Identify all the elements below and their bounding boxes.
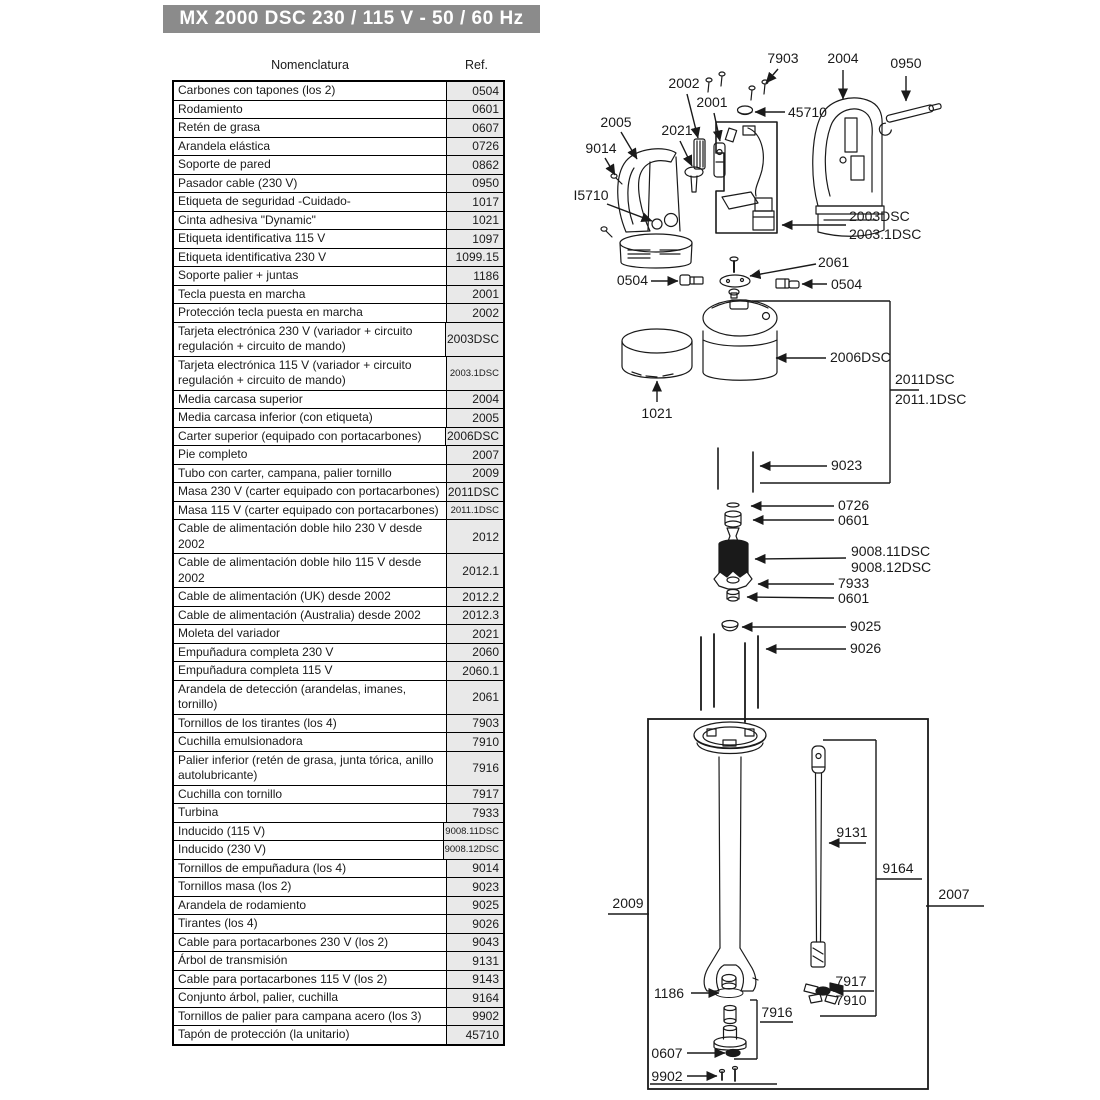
part-ref-cell: 1017 bbox=[447, 193, 503, 211]
part-ref-cell: 1097 bbox=[447, 230, 503, 248]
part-ref-cell: 0607 bbox=[447, 119, 503, 137]
annotation-box bbox=[648, 719, 928, 1089]
part-name-cell: Rodamiento bbox=[174, 101, 447, 119]
part-callout: 2021 bbox=[661, 122, 693, 138]
part-callout: 9008.12DSC bbox=[851, 559, 932, 575]
part-ref-cell: 9143 bbox=[447, 971, 503, 989]
part-ref-cell: 7903 bbox=[447, 715, 503, 733]
key-protection-sketch bbox=[694, 139, 705, 169]
part-callout: 9023 bbox=[831, 457, 863, 473]
palier-screws-sketch bbox=[720, 1067, 738, 1082]
part-callout: 9025 bbox=[850, 618, 882, 634]
part-ref-cell: 2060.1 bbox=[447, 662, 503, 680]
part-callout: 1021 bbox=[641, 405, 673, 421]
part-callout: 0607 bbox=[651, 1045, 683, 1061]
part-name-cell: Cinta adhesiva "Dynamic" bbox=[174, 212, 447, 230]
lower-casing-sketch bbox=[618, 149, 692, 268]
part-callout: 7916 bbox=[761, 1004, 793, 1020]
part-callout: 9026 bbox=[850, 640, 882, 656]
part-ref-cell: 0601 bbox=[447, 101, 503, 119]
part-callout: 7903 bbox=[767, 50, 799, 66]
part-name-cell: Carbones con tapones (los 2) bbox=[174, 82, 447, 100]
part-ref-cell: 2060 bbox=[447, 644, 503, 662]
part-name-cell: Media carcasa inferior (con etiqueta) bbox=[174, 409, 447, 427]
part-name-cell: Turbina bbox=[174, 804, 447, 822]
part-ref-cell: 9023 bbox=[447, 878, 503, 896]
part-name-cell: Palier inferior (retén de grasa, junta tórica, anillo autolubricante) bbox=[174, 752, 447, 785]
part-callout: 7933 bbox=[838, 575, 870, 591]
carbon-brush-left-sketch bbox=[680, 275, 703, 285]
part-callout: 2002 bbox=[668, 75, 700, 91]
part-ref-cell: 9902 bbox=[447, 1008, 503, 1026]
part-name-cell: Tornillos masa (los 2) bbox=[174, 878, 447, 896]
part-callout: 7917 bbox=[835, 973, 867, 989]
part-name-cell: Tornillos de palier para campana acero (los 3) bbox=[174, 1008, 447, 1026]
upper-carter-sketch bbox=[703, 300, 777, 380]
page-title: MX 2000 DSC 230 / 115 V - 50 / 60 Hz bbox=[179, 8, 524, 29]
part-ref-cell: 0950 bbox=[447, 175, 503, 193]
carbon-brush-right-sketch bbox=[776, 279, 799, 288]
part-name-cell: Masa 115 V (carter equipado con portacarbones) bbox=[174, 502, 447, 520]
part-name-cell: Empuñadura completa 115 V bbox=[174, 662, 447, 680]
part-name-cell: Etiqueta identificativa 230 V bbox=[174, 249, 447, 267]
part-name-cell: Arandela elástica bbox=[174, 138, 447, 156]
part-callout: 2003DSC bbox=[849, 208, 910, 224]
part-name-cell: Conjunto árbol, palier, cuchilla bbox=[174, 989, 447, 1007]
upper-bearing-sketch bbox=[725, 511, 741, 527]
part-ref-cell: 2002 bbox=[447, 304, 503, 322]
callout-arrow bbox=[607, 204, 652, 221]
electronics-box-sketch bbox=[716, 122, 777, 233]
part-ref-cell: 9014 bbox=[447, 860, 503, 878]
callout-arrow bbox=[714, 113, 720, 141]
part-name-cell: Carter superior (equipado con portacarbones) bbox=[174, 428, 446, 446]
cable-pin-sketch bbox=[876, 102, 944, 136]
part-name-cell: Retén de grasa bbox=[174, 119, 447, 137]
part-ref-cell: 2007 bbox=[447, 446, 503, 464]
part-ref-cell: 2021 bbox=[447, 625, 503, 643]
elastic-washer-sketch bbox=[727, 503, 739, 507]
part-callout: 9131 bbox=[836, 824, 868, 840]
callout-arrow bbox=[747, 597, 834, 598]
part-name-cell: Soporte de pared bbox=[174, 156, 447, 174]
mass-screws-sketch bbox=[718, 448, 753, 492]
part-name-cell: Árbol de transmisión bbox=[174, 952, 447, 970]
part-name-cell: Etiqueta de seguridad -Cuidado- bbox=[174, 193, 447, 211]
part-ref-cell: 2003DSC bbox=[446, 323, 503, 356]
part-callout: 0950 bbox=[890, 55, 922, 71]
part-name-cell: Cable de alimentación doble hilo 230 V desde 2002 bbox=[174, 520, 447, 553]
part-callout: 2001 bbox=[696, 94, 728, 110]
part-ref-cell: 7933 bbox=[447, 804, 503, 822]
part-ref-cell: 0726 bbox=[447, 138, 503, 156]
part-callout: 1186 bbox=[653, 985, 685, 1001]
part-name-cell: Etiqueta identificativa 115 V bbox=[174, 230, 447, 248]
part-ref-cell: 7916 bbox=[447, 752, 503, 785]
lower-bearing-sketch bbox=[727, 590, 739, 602]
part-ref-cell: 7910 bbox=[447, 733, 503, 751]
part-ref-cell: 2004 bbox=[447, 391, 503, 409]
part-ref-cell: 2061 bbox=[447, 681, 503, 714]
part-ref-cell: 2012.3 bbox=[447, 607, 503, 625]
part-name-cell: Pie completo bbox=[174, 446, 447, 464]
drive-shaft-sketch bbox=[811, 746, 825, 967]
part-ref-cell: 2006DSC bbox=[446, 428, 503, 446]
part-callout: 7910 bbox=[835, 992, 867, 1008]
part-name-cell: Soporte palier + juntas bbox=[174, 267, 447, 285]
part-name-cell: Tornillos de empuñadura (los 4) bbox=[174, 860, 447, 878]
part-name-cell: Arandela de detección (arandelas, imanes, tornillo) bbox=[174, 681, 447, 714]
callout-arrow bbox=[750, 264, 816, 276]
part-name-cell: Cable de alimentación doble hilo 115 V desde 2002 bbox=[174, 554, 447, 587]
bearing-washer-sketch bbox=[722, 621, 738, 631]
part-callout: I5710 bbox=[573, 187, 609, 203]
part-callout: 9902 bbox=[651, 1068, 683, 1084]
part-ref-cell: 1186 bbox=[447, 267, 503, 285]
part-name-cell: Masa 230 V (carter equipado con portacarbones) bbox=[174, 483, 447, 501]
part-ref-cell: 2003.1DSC bbox=[447, 357, 503, 390]
protection-plug-sketch bbox=[738, 106, 753, 115]
part-callout: 0504 bbox=[831, 276, 863, 292]
callout-arrow bbox=[680, 141, 692, 166]
part-callout: 2003.1DSC bbox=[849, 226, 922, 242]
part-name-cell: Arandela de rodamiento bbox=[174, 897, 447, 915]
detection-washer-sketch bbox=[720, 257, 750, 298]
part-callout: 2004 bbox=[827, 50, 859, 66]
part-name-cell: Cuchilla con tornillo bbox=[174, 786, 447, 804]
part-ref-cell: 0504 bbox=[447, 82, 503, 100]
turbine-sketch bbox=[714, 571, 752, 589]
callout-arrow bbox=[755, 558, 846, 559]
variator-knob-sketch bbox=[685, 167, 703, 192]
tie-rods-sketch bbox=[701, 634, 758, 722]
part-name-cell: Tecla puesta en marcha bbox=[174, 286, 447, 304]
callout-layer bbox=[573, 50, 984, 1089]
part-callout: 2011.1DSC bbox=[895, 391, 967, 407]
part-name-cell: Media carcasa superior bbox=[174, 391, 447, 409]
part-ref-cell: 45710 bbox=[447, 1026, 503, 1044]
part-ref-cell: 9025 bbox=[447, 897, 503, 915]
part-name-cell: Inducido (115 V) bbox=[174, 823, 444, 841]
part-callout: 9164 bbox=[882, 860, 914, 876]
adhesive-band-sketch bbox=[622, 329, 692, 378]
part-name-cell: Cuchilla emulsionadora bbox=[174, 733, 447, 751]
part-callout: 0601 bbox=[838, 590, 870, 606]
part-ref-cell: 2001 bbox=[447, 286, 503, 304]
part-ref-cell: 1099.15 bbox=[447, 249, 503, 267]
callout-arrow bbox=[605, 158, 615, 175]
part-name-cell: Tarjeta electrónica 230 V (variador + circuito regulación + circuito de mando) bbox=[174, 323, 446, 356]
callout-arrow bbox=[621, 132, 637, 159]
part-name-cell: Cable para portacarbones 230 V (los 2) bbox=[174, 934, 447, 952]
tube-bell-sketch bbox=[694, 722, 766, 991]
part-ref-cell: 0862 bbox=[447, 156, 503, 174]
part-ref-cell: 2011DSC bbox=[447, 483, 503, 501]
lower-palier-sketch bbox=[714, 1006, 746, 1051]
part-name-cell: Pasador cable (230 V) bbox=[174, 175, 447, 193]
part-ref-cell: 2009 bbox=[447, 465, 503, 483]
part-ref-cell: 2011.1DSC bbox=[447, 502, 503, 520]
part-ref-cell: 2012.1 bbox=[447, 554, 503, 587]
part-name-cell: Inducido (230 V) bbox=[174, 841, 444, 859]
part-callout: 2006DSC bbox=[830, 349, 891, 365]
part-name-cell: Tornillos de los tirantes (los 4) bbox=[174, 715, 447, 733]
part-name-cell: Protección tecla puesta en marcha bbox=[174, 304, 447, 322]
column-header-nomenclatura: Nomenclatura bbox=[271, 58, 349, 72]
column-header-ref: Ref. bbox=[465, 58, 488, 72]
part-name-cell: Tirantes (los 4) bbox=[174, 915, 447, 933]
part-name-cell: Empuñadura completa 230 V bbox=[174, 644, 447, 662]
part-callout: 45710 bbox=[788, 104, 827, 120]
part-callout: 9008.11DSC bbox=[851, 543, 931, 559]
part-name-cell: Cable para portacarbones 115 V (los 2) bbox=[174, 971, 447, 989]
part-callout: 0601 bbox=[838, 512, 870, 528]
part-callout: 2011DSC bbox=[895, 371, 955, 387]
part-ref-cell: 9164 bbox=[447, 989, 503, 1007]
grease-seal-sketch bbox=[726, 1050, 740, 1057]
part-ref-cell: 9008.12DSC bbox=[444, 841, 503, 859]
part-name-cell: Cable de alimentación (UK) desde 2002 bbox=[174, 588, 447, 606]
part-ref-cell: 7917 bbox=[447, 786, 503, 804]
callout-arrow bbox=[766, 69, 778, 83]
part-name-cell: Tapón de protección (la unitario) bbox=[174, 1026, 447, 1044]
part-name-cell: Cable de alimentación (Australia) desde 2002 bbox=[174, 607, 447, 625]
part-callout: 0504 bbox=[616, 272, 648, 288]
part-callout: 0726 bbox=[838, 497, 870, 513]
part-callout: 2005 bbox=[600, 114, 632, 130]
part-name-cell: Moleta del variador bbox=[174, 625, 447, 643]
part-ref-cell: 9026 bbox=[447, 915, 503, 933]
palier-support-sketch bbox=[715, 975, 743, 998]
part-callout: 2007 bbox=[938, 886, 970, 902]
part-callout: 2061 bbox=[818, 254, 850, 270]
part-ref-cell: 1021 bbox=[447, 212, 503, 230]
part-name-cell: Tubo con carter, campana, palier tornillo bbox=[174, 465, 447, 483]
part-ref-cell: 2012 bbox=[447, 520, 503, 553]
armature-sketch bbox=[719, 528, 748, 578]
part-ref-cell: 2005 bbox=[447, 409, 503, 427]
part-ref-cell: 9008.11DSC bbox=[444, 823, 503, 841]
part-callout: 2009 bbox=[612, 895, 644, 911]
part-callout: 9014 bbox=[585, 140, 617, 156]
part-ref-cell: 2012.2 bbox=[447, 588, 503, 606]
part-ref-cell: 9131 bbox=[447, 952, 503, 970]
part-ref-cell: 9043 bbox=[447, 934, 503, 952]
part-name-cell: Tarjeta electrónica 115 V (variador + circuito regulación + circuito de mando) bbox=[174, 357, 447, 390]
